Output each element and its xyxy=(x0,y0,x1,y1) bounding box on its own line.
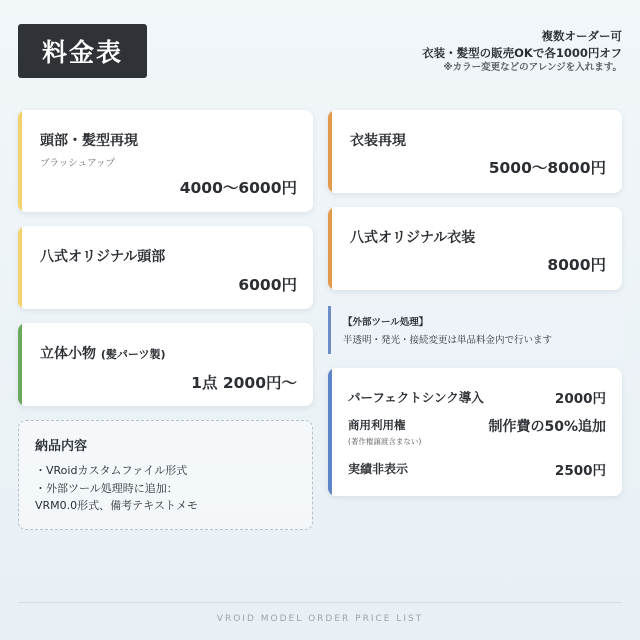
card-price: 5000〜8000円 xyxy=(488,159,606,177)
header-notes xyxy=(422,28,622,75)
card-accent xyxy=(328,110,332,193)
card-accent xyxy=(328,368,332,496)
delivery-title: 納品内容 xyxy=(35,439,88,454)
options-card xyxy=(328,368,622,496)
price-card-original-costume xyxy=(328,207,622,290)
hidden-label: 実績非表示 xyxy=(348,462,409,476)
price-card-original-head xyxy=(18,226,313,309)
card-accent xyxy=(18,226,22,309)
card-price: 6000円 xyxy=(238,276,297,294)
delivery-item: ・VRoidカスタムファイル形式 xyxy=(35,464,188,477)
card-price: 1点 2000円〜 xyxy=(191,374,297,392)
card-title-note: (髪パーツ製) xyxy=(100,348,166,361)
card-price: 4000〜6000円 xyxy=(179,179,297,197)
external-tools-title: 【外部ツール処理】 xyxy=(343,317,429,328)
card-title: 衣装再現 xyxy=(350,133,406,149)
delivery-item: ・外部ツール処理時に追加： xyxy=(35,481,178,495)
card-title: 頭部・髪型再現 xyxy=(40,133,138,149)
card-title-main: 立体小物 xyxy=(40,346,96,362)
external-tools-note xyxy=(328,306,622,354)
page-title: 料金表 xyxy=(18,24,147,78)
card-title xyxy=(40,343,166,363)
card-accent xyxy=(18,110,22,212)
hidden-price: 2500円 xyxy=(554,463,606,479)
perfect-sync-price: 2000円 xyxy=(554,391,606,407)
commercial-label: 商用利用権 xyxy=(348,418,406,432)
external-tools-body: 半透明・発光・接続変更は単品料金内で行います xyxy=(343,335,553,346)
multi-order-note: 複数オーダー可 xyxy=(541,29,622,43)
commercial-sub: (著作権譲渡含まない) xyxy=(348,437,422,446)
perfect-sync-label: パーフェクトシンク導入 xyxy=(348,390,484,405)
card-accent xyxy=(328,207,332,290)
card-accent xyxy=(18,323,22,406)
commercial-price: 制作費の50%追加 xyxy=(488,419,606,435)
card-title: 八式オリジナル頭部 xyxy=(40,249,166,265)
delivery-item: VRM0.0形式、備考テキストメモ xyxy=(35,499,198,513)
card-subtitle: ブラッシュアップ xyxy=(40,158,115,169)
footer-caption: VROID MODEL ORDER PRICE LIST xyxy=(216,614,424,624)
card-price: 8000円 xyxy=(547,256,606,274)
delivery-contents-box xyxy=(18,420,313,530)
price-card-head-hair xyxy=(18,110,313,212)
price-card-accessory xyxy=(18,323,313,406)
arrange-note: ※カラー変更などのアレンジを入れます。 xyxy=(443,62,622,74)
discount-note: 衣装・髪型の販売OKで各1000円オフ xyxy=(422,45,622,60)
price-card-costume xyxy=(328,110,622,193)
footer-divider xyxy=(18,602,622,603)
card-title: 八式オリジナル衣装 xyxy=(350,230,476,246)
